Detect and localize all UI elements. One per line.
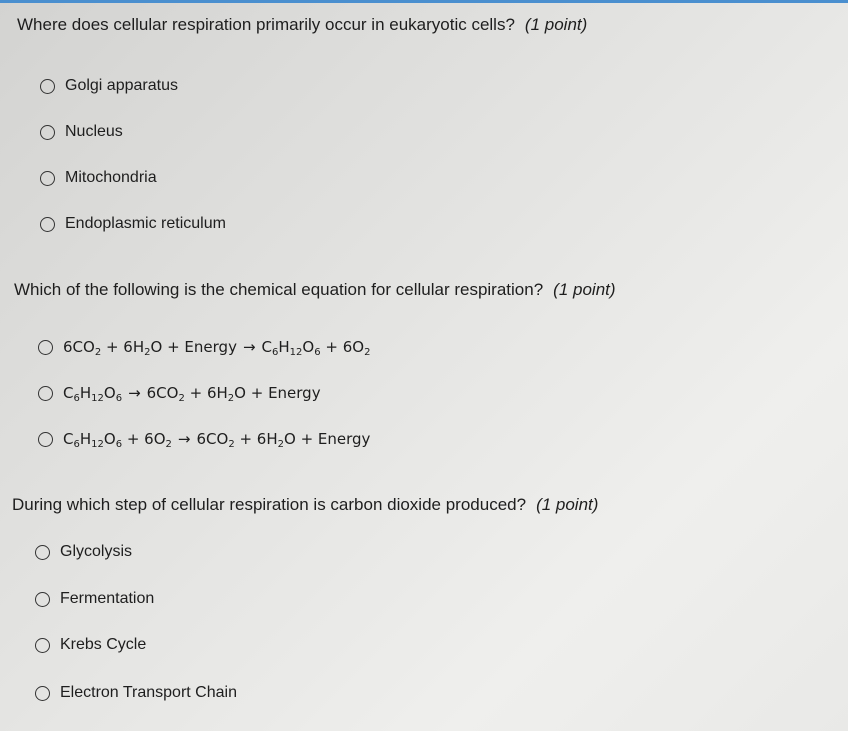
question-1-points: (1 point) <box>524 15 588 34</box>
question-1-title <box>17 14 587 36</box>
arrow-icon: → <box>128 384 141 402</box>
q1-option-golgi[interactable] <box>40 74 178 98</box>
radio-button[interactable] <box>35 592 50 607</box>
question-3-points: (1 point) <box>536 495 599 514</box>
equation-label: $C_6H_{12}O_6 + 6O_2 \to 6CO_2 + 6H_2O$ + Energy <box>63 430 371 450</box>
radio-button[interactable] <box>35 686 50 701</box>
question-3-text: During which step of cellular respiration is carbon dioxide produced? <box>12 495 527 514</box>
radio-button[interactable] <box>40 217 55 232</box>
option-label: Nucleus <box>65 123 123 140</box>
radio-button[interactable] <box>40 171 55 186</box>
option-label: Krebs Cycle <box>60 636 147 653</box>
radio-button[interactable] <box>35 638 50 653</box>
option-label: Golgi apparatus <box>65 77 178 94</box>
q2-option-glucose-only-eq[interactable] <box>38 381 321 405</box>
radio-button[interactable] <box>40 79 55 94</box>
q3-option-fermentation[interactable] <box>35 587 154 611</box>
arrow-icon: → <box>242 338 256 356</box>
option-label: Glycolysis <box>60 543 133 560</box>
radio-button[interactable] <box>35 545 50 560</box>
question-2-title <box>14 279 616 301</box>
q1-option-nucleus[interactable] <box>40 120 123 144</box>
equation-label: $6CO_2 + 6H_2O$ + Energy → $C_6H_{12}O_6 + 6O_2$ <box>63 338 371 358</box>
radio-button[interactable] <box>38 432 53 447</box>
arrow-icon: → <box>177 430 191 448</box>
q1-option-er[interactable] <box>40 212 226 236</box>
q3-option-krebs-cycle[interactable] <box>35 633 146 657</box>
question-2-text: Which of the following is the chemical equation for cellular respiration? <box>14 280 544 299</box>
radio-button[interactable] <box>38 386 53 401</box>
question-3-title <box>12 494 598 516</box>
radio-button[interactable] <box>40 125 55 140</box>
top-accent-bar <box>0 0 848 3</box>
radio-button[interactable] <box>38 340 53 355</box>
option-label: Mitochondria <box>65 169 157 186</box>
q3-option-glycolysis[interactable] <box>35 540 132 564</box>
q3-option-etc[interactable] <box>35 681 237 705</box>
question-1-text: Where does cellular respiration primarily occur in eukaryotic cells? <box>17 15 515 34</box>
q2-option-photosynthesis-eq[interactable] <box>38 335 370 359</box>
option-label: Electron Transport Chain <box>60 684 237 701</box>
q1-option-mitochondria[interactable] <box>40 166 157 190</box>
q2-option-respiration-eq[interactable] <box>38 427 370 451</box>
equation-label: $C_6H_{12}O_6 \to 6CO_2 + 6H_2O$ + Energy <box>63 384 321 404</box>
option-label: Fermentation <box>60 590 155 607</box>
question-2-points: (1 point) <box>553 280 616 299</box>
option-label: Endoplasmic reticulum <box>65 215 226 232</box>
